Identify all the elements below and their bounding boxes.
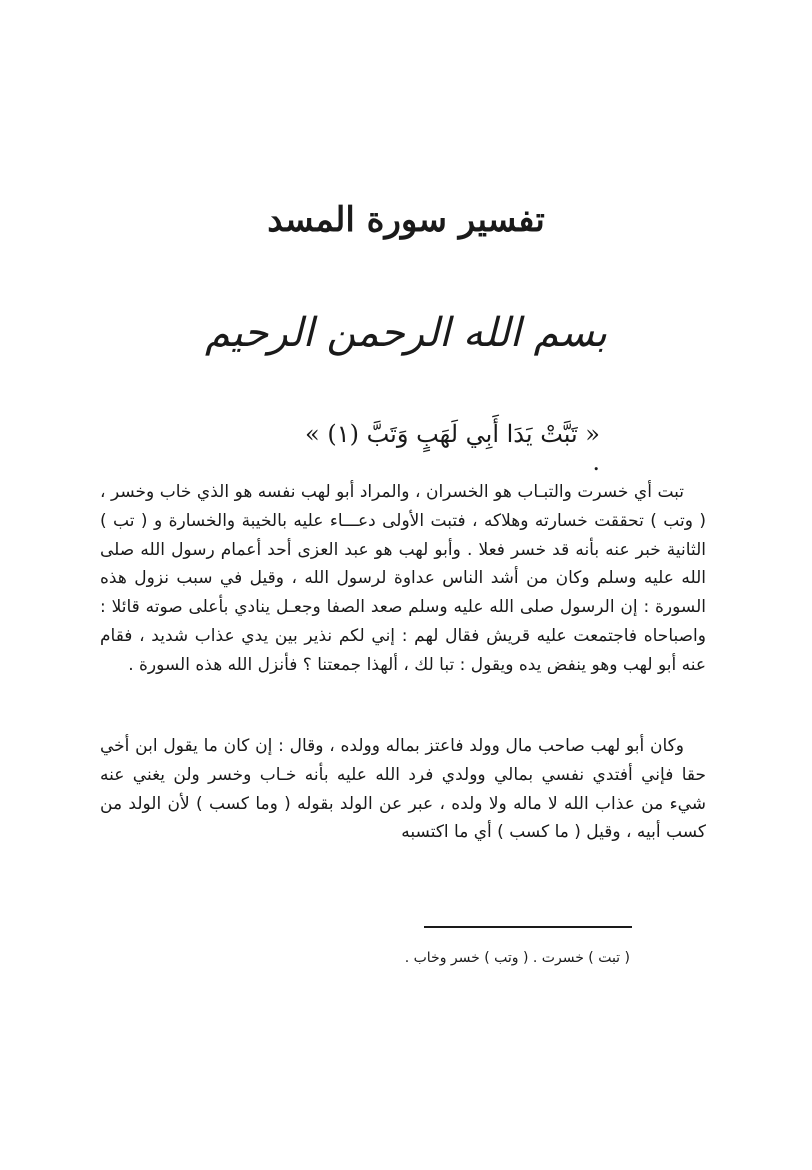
page-title: تفسير سورة المسد [267,200,545,240]
commentary-paragraph-1: تبت أي خسرت والتبـاب هو الخسران ، والمراد أبو لهب نفسه هو الذي خاب وخسر ، ( وتب ) تحققت خسارته وهلاكه ، فتبت الأولى دعـــاء عليه بالخيبة والخسارة و ( تب ) الثانية خبر عنه بأنه قد خسر فعلا . وأبو لهب هو عبد العزى أحد أعمام رسول الله صلى الله عليه وسلم وكان من أشد الناس عداوة لرسول الله ، وقيل في سبب نزول هذه السورة : إن الرسول صلى الله عليه وسلم صعد الصفا وجعـل ينادي بأعلى صوته قائلا : واصباحاه فاجتمعت عليه قريش فقال لهم : إني لكم نذير بين يدي عذاب شديد ، فقام عنه أبو لهب وهو ينفض يده ويقول : تبا لك ، ألهذا جمعتنا ؟ فأنزل الله هذه السورة . [100,482,706,675]
basmala-calligraphy: بسم الله الرحمن الرحيم [204,310,608,356]
footnote: ( تبت ) خسرت . ( وتب ) خسر وخاب . [404,950,630,966]
footnote-separator [424,926,632,928]
quran-verse: « تَبَّتْ يَدَا أَبِي لَهَبٍ وَتَبَّ (١) » . [305,420,600,476]
commentary-paragraph-2: وكان أبو لهب صاحب مال وولد فاعتز بماله وولده ، وقال : إن كان ما يقول ابن أخي حقا فإني أفتدي نفسي بمالي وولدي فرد الله عليه بأنه خـاب وخسر ولن يغني عنه شيء من عذاب الله لا ماله ولا ولده ، عبر عن الولد بقوله ( وما كسب ) لأن الولد من كسب أبيه ، وقيل ( ما كسب ) أي ما اكتسبه [100,736,706,843]
